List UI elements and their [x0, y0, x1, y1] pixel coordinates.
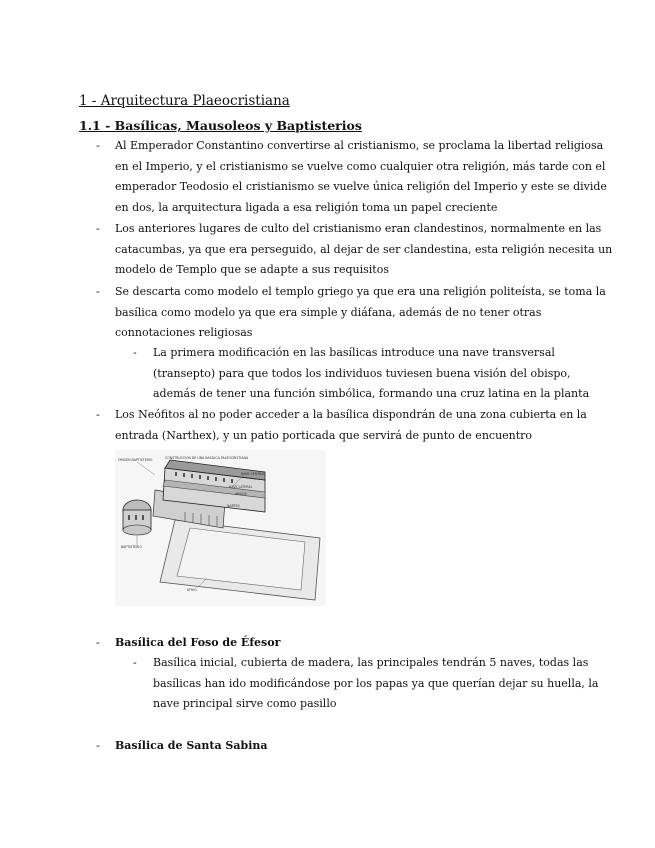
bullet-line: Basílica inicial, cubierta de madera, las principales tendrán 5 naves, todas las: [153, 656, 589, 669]
bullet-dash: -: [96, 739, 100, 752]
figure-label: NAVE CENTRAL: [241, 472, 266, 476]
bullet-line: Al Emperador Constantino convertirse al cristianismo, se proclama la libertad religiosa: [115, 139, 604, 152]
basilica-illustration: [115, 450, 326, 606]
basilica-drawing: [115, 450, 326, 606]
bullet-line: La primera modificación en las basílicas introduce una nave transversal: [153, 346, 555, 359]
page-title: 1 - Arquitectura Plaeocristiana: [79, 93, 290, 109]
bullet-heading: Basílica de Santa Sabina: [115, 739, 268, 752]
bullet-dash: -: [96, 222, 100, 235]
figure-label: ABSIDE: [235, 492, 247, 496]
bullet-dash: -: [96, 285, 100, 298]
bullet-line: basílicas han ido modificándose por los papas ya que querían dejar su huella, la: [153, 676, 599, 690]
bullet-dash: -: [96, 139, 100, 152]
figure-label: BAPTISTERIO: [121, 545, 142, 549]
section-heading: 1.1 - Basílicas, Mausoleos y Baptisterios: [79, 118, 362, 133]
bullet-dash: -: [133, 656, 137, 669]
bullet-line: en dos, la arquitectura ligada a esa religión toma un papel creciente: [115, 200, 498, 214]
bullet-line: en el Imperio, y el cristianismo se vuelve como cualquier otra religión, más tarde con el: [115, 159, 606, 173]
figure-label: NARTEX: [227, 504, 240, 508]
bullet-line: nave principal sirve como pasillo: [153, 697, 337, 711]
bullet-line: modelo de Templo que se adapte a sus requisitos: [115, 263, 389, 277]
bullet-line: catacumbas, ya que era perseguido, al dejar de ser clandestina, esta religión necesita un: [115, 242, 613, 256]
figure-title: CONSTRUCCIÓN DE UNA BASÍLICA PALEOCRISTIANA: [165, 456, 249, 460]
figure-label: NAVE LATERAL: [229, 485, 253, 489]
bullet-line: Se descarta como modelo el templo griego ya que era una religión politeísta, se toma la: [115, 285, 606, 298]
figure-label: ATRIO: [187, 588, 197, 592]
bullet-dash: -: [96, 636, 100, 649]
bullet-line: Los anteriores lugares de culto del cristianismo eran clandestinos, normalmente en las: [115, 222, 602, 235]
figure-label: ORIGEN BAPTISTERIO: [118, 458, 153, 462]
bullet-line: entrada (Narthex), y un patio porticada que servirá de punto de encuentro: [115, 428, 533, 442]
bullet-line: basílica como modelo ya que era simple y diáfana, además de no tener otras: [115, 305, 542, 319]
bullet-dash: -: [96, 408, 100, 421]
bullet-line: connotaciones religiosas: [115, 326, 253, 340]
bullet-dash: -: [133, 346, 137, 359]
bullet-heading: Basílica del Foso de Éfesor: [115, 636, 281, 649]
bullet-line: además de tener una función simbólica, formando una cruz latina en la planta: [153, 387, 590, 401]
bullet-line: (transepto) para que todos los individuos tuviesen buena visión del obispo,: [153, 366, 571, 380]
bullet-line: emperador Teodosio el cristianismo se vuelve única religión del Imperio y este se divide: [115, 180, 607, 194]
bullet-line: Los Neófitos al no poder acceder a la basílica dispondrán de una zona cubierta en la: [115, 408, 587, 421]
